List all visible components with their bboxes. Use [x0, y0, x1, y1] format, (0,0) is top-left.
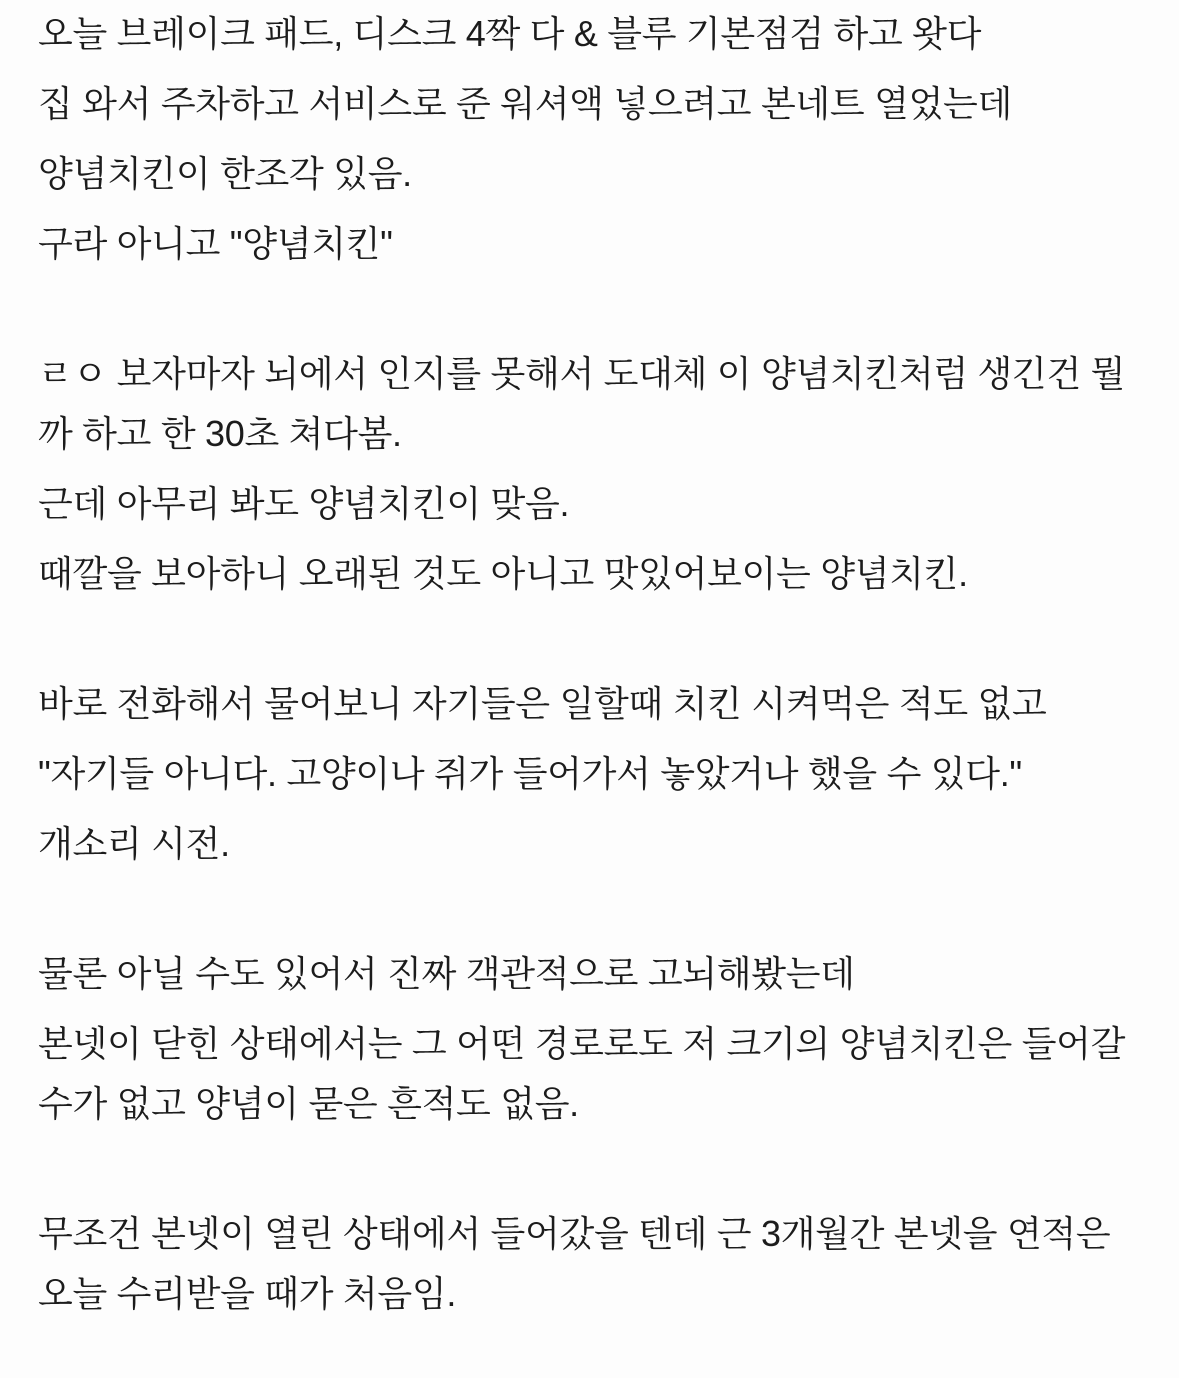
post-line: ㄹㅇ 보자마자 뇌에서 인지를 못해서 도대체 이 양념치킨처럼 생긴건 뭘 [38, 353, 1126, 394]
post-paragraph [38, 144, 1160, 204]
post-line: 물론 아닐 수도 있어서 진짜 객관적으로 고뇌해봤는데 [38, 953, 855, 994]
post-paragraph [38, 344, 1160, 464]
post-paragraph [38, 1014, 1160, 1134]
post-paragraph [38, 474, 1160, 534]
post-line: 수가 없고 양념이 묻은 흔적도 없음. [38, 1083, 579, 1124]
post-line: 때깔을 보아하니 오래된 것도 아니고 맛있어보이는 양념치킨. [38, 553, 968, 594]
post-paragraph [38, 74, 1160, 134]
post-paragraph [38, 544, 1160, 604]
post-line: 오늘 브레이크 패드, 디스크 4짝 다 & 블루 기본점검 하고 왓다 [38, 13, 982, 54]
post-line: "자기들 아니다. 고양이나 쥐가 들어가서 놓았거나 했을 수 있다." [38, 753, 1022, 794]
post-section [38, 344, 1160, 604]
post-line: 오늘 수리받을 때가 처음임. [38, 1273, 457, 1314]
post-paragraph [38, 674, 1160, 734]
post-section [38, 4, 1160, 274]
post-section [38, 944, 1160, 1134]
post-line: 개소리 시전. [38, 823, 230, 864]
post-paragraph [38, 214, 1160, 274]
post-line: 무조건 본넷이 열린 상태에서 들어갔을 텐데 근 3개월간 본넷을 연적은 [38, 1213, 1111, 1254]
post-line: 바로 전화해서 물어보니 자기들은 일할때 치킨 시켜먹은 적도 없고 [38, 683, 1047, 724]
post-line: 양념치킨이 한조각 있음. [38, 153, 412, 194]
post-line: 까 하고 한 30초 쳐다봄. [38, 413, 402, 454]
post-paragraph [38, 814, 1160, 874]
post-line: 구라 아니고 "양념치킨" [38, 223, 393, 264]
post-line: 집 와서 주차하고 서비스로 준 워셔액 넣으려고 본네트 열었는데 [38, 83, 1012, 124]
post-paragraph [38, 744, 1160, 804]
post-paragraph [38, 944, 1160, 1004]
post-line: 본넷이 닫힌 상태에서는 그 어떤 경로로도 저 크기의 양념치킨은 들어갈 [38, 1023, 1126, 1064]
post-section [38, 1204, 1160, 1324]
post-paragraph [38, 1204, 1160, 1324]
post-paragraph [38, 4, 1160, 64]
post-section [38, 674, 1160, 874]
post-line: 근데 아무리 봐도 양념치킨이 맞음. [38, 483, 570, 524]
